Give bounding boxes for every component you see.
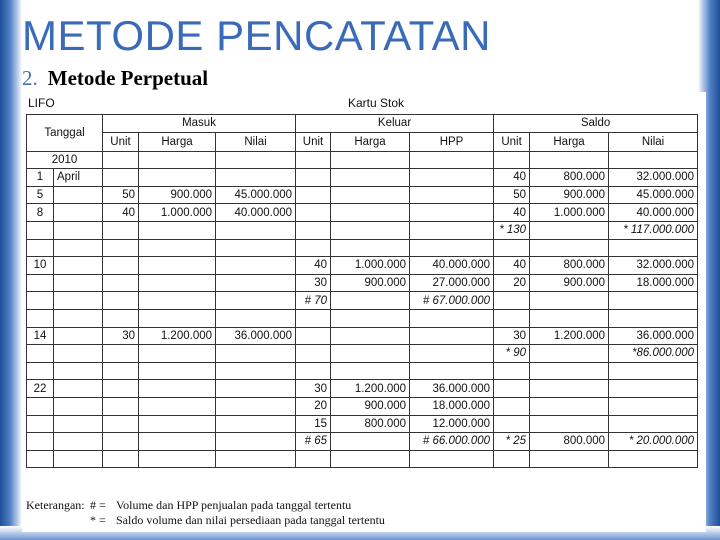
table-cell [494,292,530,310]
table-cell: 800.000 [530,433,609,451]
table-cell [609,151,698,169]
header-unit: Unit [494,132,530,151]
table-cell [530,362,609,380]
header-keluar: Keluar [296,115,494,133]
table-cell [296,327,331,345]
table-cell [139,239,216,257]
table-cell [27,292,54,310]
table-cell: 900.000 [331,274,410,292]
table-cell [296,450,331,468]
table-cell: # 65 [296,433,331,451]
table-cell: 14 [27,327,54,345]
table-cell: 50 [494,186,530,204]
table-row [27,221,698,239]
table-cell: 1.200.000 [139,327,216,345]
table-cell [216,309,296,327]
table-cell [216,221,296,239]
table-cell: 30 [296,274,331,292]
note-mark-star: * = [90,513,106,527]
table-cell [54,274,103,292]
header-nilai: Nilai [216,132,296,151]
table-cell [103,415,139,433]
table-row [27,433,698,451]
table-cell [216,169,296,187]
table-cell: 1 [27,169,54,187]
table-cell [216,362,296,380]
header-masuk: Masuk [103,115,296,133]
table-cell: 45.000.000 [609,186,698,204]
table-cell: 18.000.000 [609,274,698,292]
table-cell [139,397,216,415]
table-cell: 40 [103,204,139,222]
table-cell: 36.000.000 [410,380,494,398]
table-row [27,257,698,275]
table-cell: * 90 [494,345,530,363]
table-cell [530,151,609,169]
table-cell [103,380,139,398]
table-cell [139,433,216,451]
table-cell [410,327,494,345]
table-cell [494,239,530,257]
table-cell [216,397,296,415]
table-cell: 800.000 [331,415,410,433]
header-saldo: Saldo [494,115,698,133]
table-cell: April [54,169,103,187]
table-cell: 32.000.000 [609,257,698,275]
table-row [27,292,698,310]
table-cell [410,309,494,327]
table-cell [216,415,296,433]
table-cell [54,362,103,380]
table-cell [139,257,216,275]
stock-card-table [26,114,698,468]
table-cell: 30 [296,380,331,398]
table-cell [494,415,530,433]
table-cell [216,239,296,257]
table-cell [139,415,216,433]
table-cell: 1.000.000 [139,204,216,222]
table-cell [139,169,216,187]
table-cell: 40 [494,204,530,222]
table-row [27,186,698,204]
table-cell [331,239,410,257]
table-cell [331,345,410,363]
table-row [27,239,698,257]
header-tanggal: Tanggal [27,115,103,152]
table-cell [296,204,331,222]
table-cell [139,450,216,468]
table-cell [296,362,331,380]
table-cell [216,257,296,275]
table-cell: 1.000.000 [530,204,609,222]
table-cell: * 20.000.000 [609,433,698,451]
table-cell [410,450,494,468]
table-cell [54,345,103,363]
table-cell [530,450,609,468]
table-cell [103,397,139,415]
table-cell [103,239,139,257]
table-cell [103,169,139,187]
table-cell: # 67.000.000 [410,292,494,310]
table-cell [216,292,296,310]
table-cell [609,309,698,327]
table-cell [27,450,54,468]
left-edge-gradient [0,0,22,540]
table-row [27,345,698,363]
table-cell [54,327,103,345]
table-cell [54,433,103,451]
table-cell: 36.000.000 [609,327,698,345]
table-cell [27,274,54,292]
table-cell [54,186,103,204]
table-cell [494,380,530,398]
table-cell: 36.000.000 [216,327,296,345]
table-cell [54,221,103,239]
table-cell [296,345,331,363]
table-cell [609,397,698,415]
table-cell [609,415,698,433]
table-cell [103,450,139,468]
table-cell [54,292,103,310]
table-cell [530,380,609,398]
table-cell [410,151,494,169]
note-label: Keterangan: [26,498,85,512]
table-cell [27,309,54,327]
table-cell: 900.000 [530,274,609,292]
table-cell [331,433,410,451]
table-cell: 800.000 [530,257,609,275]
subtitle-text: Metode Perpetual [47,66,209,90]
table-cell [54,380,103,398]
table-cell: 50 [103,186,139,204]
table-cell [139,151,216,169]
note-mark-hash: # = [90,498,106,512]
table-cell [54,450,103,468]
header-harga: Harga [530,132,609,151]
table-cell [139,274,216,292]
table-row [27,327,698,345]
note-text-1: Volume dan HPP penjualan pada tanggal tertentu [116,498,352,512]
note-line-1 [26,498,351,513]
table-cell [103,274,139,292]
table-cell [331,151,410,169]
table-cell [494,309,530,327]
table-cell: 40.000.000 [410,257,494,275]
table-cell [530,345,609,363]
table-cell: 8 [27,204,54,222]
table-cell: 1.200.000 [530,327,609,345]
table-cell [103,309,139,327]
table-cell: * 25 [494,433,530,451]
table-row [27,309,698,327]
table-cell [139,292,216,310]
table-cell [494,362,530,380]
table-cell: * 117.000.000 [609,221,698,239]
table-cell: 900.000 [530,186,609,204]
stock-card-image [22,92,706,532]
slide-title: METODE PENCATATAN [22,12,491,59]
table-row [27,380,698,398]
table-cell [54,397,103,415]
table-cell: *86.000.000 [609,345,698,363]
table-cell [331,327,410,345]
table-cell: 40 [296,257,331,275]
table-cell: 30 [494,327,530,345]
table-row [27,415,698,433]
table-cell [530,397,609,415]
table-cell [139,362,216,380]
table-cell [530,292,609,310]
table-cell [54,204,103,222]
table-cell: 40.000.000 [609,204,698,222]
table-cell: 5 [27,186,54,204]
table-row [27,450,698,468]
table-cell: 15 [296,415,331,433]
table-cell [494,151,530,169]
table-cell [216,151,296,169]
table-cell [139,380,216,398]
table-cell: 10 [27,257,54,275]
table-cell [54,257,103,275]
table-cell: 30 [103,327,139,345]
table-cell [103,151,139,169]
table-cell [54,309,103,327]
table-cell [27,433,54,451]
table-row [27,397,698,415]
table-cell [296,169,331,187]
table-cell [331,221,410,239]
table-cell: 45.000.000 [216,186,296,204]
table-cell [54,415,103,433]
note-line-2 [26,513,385,528]
table-cell [331,450,410,468]
table-cell: * 130 [494,221,530,239]
table-cell [103,362,139,380]
table-cell [27,239,54,257]
table-cell: 2010 [27,151,103,169]
table-cell [609,362,698,380]
table-header-row-2 [27,132,698,151]
header-unit: Unit [296,132,331,151]
table-cell: 900.000 [331,397,410,415]
table-row [27,204,698,222]
table-cell [331,186,410,204]
table-cell [296,221,331,239]
table-cell: 1.200.000 [331,380,410,398]
table-cell [296,309,331,327]
table-cell [139,221,216,239]
table-cell: 20 [296,397,331,415]
table-cell: 27.000.000 [410,274,494,292]
table-cell: 40.000.000 [216,204,296,222]
table-cell [410,362,494,380]
table-cell: # 70 [296,292,331,310]
table-cell [27,221,54,239]
table-cell [331,309,410,327]
table-cell [331,169,410,187]
table-cell [609,380,698,398]
note-text-2: Saldo volume dan nilai persediaan pada tanggal tertentu [116,513,385,527]
table-cell [216,345,296,363]
table-cell [103,292,139,310]
table-cell: 1.000.000 [331,257,410,275]
header-harga: Harga [139,132,216,151]
header-hpp: HPP [410,132,494,151]
table-cell [331,362,410,380]
table-cell [494,450,530,468]
table-cell [410,345,494,363]
table-cell [530,239,609,257]
table-cell [494,397,530,415]
table-cell [609,292,698,310]
table-row [27,151,698,169]
table-cell: 22 [27,380,54,398]
table-cell [331,292,410,310]
table-header-row-1 [27,115,698,133]
table-cell: 900.000 [139,186,216,204]
table-cell [296,186,331,204]
table-cell: 20 [494,274,530,292]
table-cell [609,239,698,257]
table-row [27,169,698,187]
table-cell [410,204,494,222]
table-cell: 18.000.000 [410,397,494,415]
table-cell [609,450,698,468]
slide-subtitle [22,66,208,91]
table-cell [103,433,139,451]
table-cell [216,274,296,292]
table-cell [139,309,216,327]
table-cell [139,345,216,363]
table-cell [410,221,494,239]
table-cell [27,362,54,380]
table-cell [410,239,494,257]
subtitle-number: 2. [22,66,38,90]
header-nilai: Nilai [609,132,698,151]
table-row [27,274,698,292]
table-cell: 32.000.000 [609,169,698,187]
table-cell [27,415,54,433]
table-cell [216,433,296,451]
table-cell [410,186,494,204]
table-cell [296,239,331,257]
header-harga: Harga [331,132,410,151]
table-cell [530,221,609,239]
table-cell [103,345,139,363]
table-body [27,151,698,468]
table-cell [27,345,54,363]
table-cell [530,309,609,327]
table-cell: 40 [494,257,530,275]
table-cell [103,257,139,275]
table-cell: 800.000 [530,169,609,187]
header-unit: Unit [103,132,139,151]
table-cell: 12.000.000 [410,415,494,433]
table-cell [216,450,296,468]
table-cell [530,415,609,433]
table-cell [216,380,296,398]
method-label: LIFO [28,96,55,110]
table-cell [296,151,331,169]
table-cell: # 66.000.000 [410,433,494,451]
table-cell [27,397,54,415]
table-cell: 40 [494,169,530,187]
table-cell [410,169,494,187]
table-cell [331,204,410,222]
table-row [27,362,698,380]
stock-card-title: Kartu Stok [348,96,405,110]
table-cell [103,221,139,239]
table-cell [54,239,103,257]
